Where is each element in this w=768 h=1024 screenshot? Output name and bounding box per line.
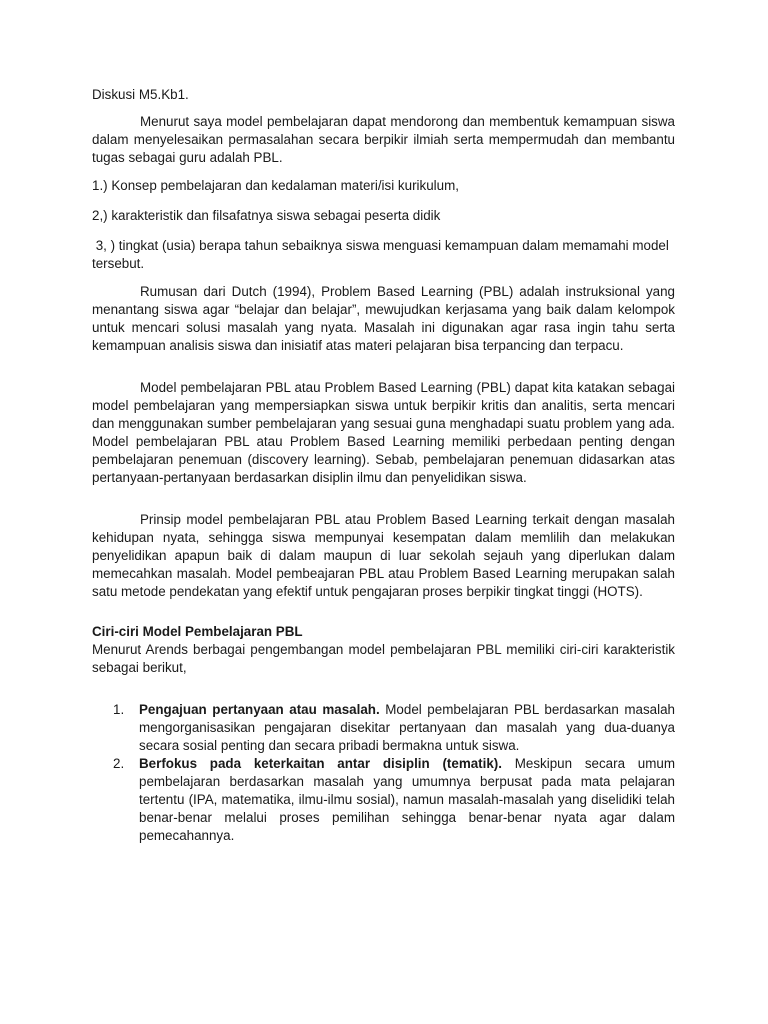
document-title: Diskusi M5.Kb1. <box>92 87 189 102</box>
point-2: 2,) karakteristik dan filsafatnya siswa sebagai peserta didik <box>92 208 441 223</box>
list-item-text: Meskipun secara umum pembelajaran berdasarkan masalah yang umumnya berpusat pada mata pelajaran tertentu (IPA, matematika, ilmu-ilmu sosial), namun masalah-masalah yang diselidiki telah benar-benar melalui proses pemilihan sehingga benar-benar nyata agar dalam pemecahannya. <box>139 756 675 843</box>
model-paragraph: Model pembelajaran PBL atau Problem Based Learning (PBL) dapat kita katakan sebagai model pembelajaran yang mempersiapkan siswa untuk berpikir kritis dan analitis, serta mencari dan menggunakan sumber pembelajaran yang sesuai guna menghadapi suatu problem yang ada. Model pembelajaran PBL atau Problem Based Learning memiliki perbedaan penting dengan pembelajaran penemuan (discovery learning). Sebab, pembelajaran penemuan didasarkan atas pertanyaan-pertanyaan berdasarkan disiplin ilmu dan penyelidikan siswa. <box>92 380 675 485</box>
list-item-text: Model pembelajaran PBL berdasarkan masalah mengorganisasikan pengajaran disekitar pertanyaan dan masalah yang dua-duanya secara sosial penting dan secara pribadi bermakna untuk siswa. <box>139 702 675 753</box>
point-3: 3, ) tingkat (usia) berapa tahun sebaiknya siswa menguasi kemampuan dalam memamahi model tersebut. <box>92 238 673 271</box>
document-page <box>92 86 675 845</box>
ciri-list <box>92 701 675 845</box>
intro-paragraph: Menurut saya model pembelajaran dapat mendorong dan membentuk kemampuan siswa dalam menyelesaikan permasalahan secara berpikir ilmiah serta mempermudah dan membantu tugas sebagai guru adalah PBL. <box>92 114 675 165</box>
list-item <box>92 701 675 755</box>
rumusan-paragraph: Rumusan dari Dutch (1994), Problem Based Learning (PBL) adalah instruksional yang menantang siswa agar “belajar dan belajar”, mewujudkan kerjasama yang baik dalam kelompok untuk mencari solusi masalah yang nyata. Masalah ini digunakan agar rasa ingin tahu serta kemampuan analisis siswa dan inisiatif atas materi pelajaran bisa terpancing dan terpacu. <box>92 284 675 353</box>
ciri-heading: Ciri-ciri Model Pembelajaran PBL <box>92 624 303 639</box>
list-number: 1. <box>113 702 125 717</box>
arends-paragraph: Menurut Arends berbagai pengembangan model pembelajaran PBL memiliki ciri-ciri karakteristik sebagai berikut, <box>92 642 675 675</box>
point-1: 1.) Konsep pembelajaran dan kedalaman materi/isi kurikulum, <box>92 178 459 193</box>
list-number: 2. <box>113 756 125 771</box>
list-item-title: Pengajuan pertanyaan atau masalah. <box>139 702 380 717</box>
prinsip-paragraph: Prinsip model pembelajaran PBL atau Problem Based Learning terkait dengan masalah kehidupan nyata, sehingga siswa mempunyai kesempatan dalam memlilih dan melakukan penyelidikan apapun baik di dalam maupun di luar sekolah sejauh yang diperlukan dalam memecahkan masalah. Model pembeajaran PBL atau Problem Based Learning merupakan salah satu metode pendekatan yang efektif untuk pengajaran proses berpikir tingkat tinggi (HOTS). <box>92 512 675 599</box>
list-item <box>92 755 675 845</box>
list-item-title: Berfokus pada keterkaitan antar disiplin (tematik). <box>139 756 502 771</box>
